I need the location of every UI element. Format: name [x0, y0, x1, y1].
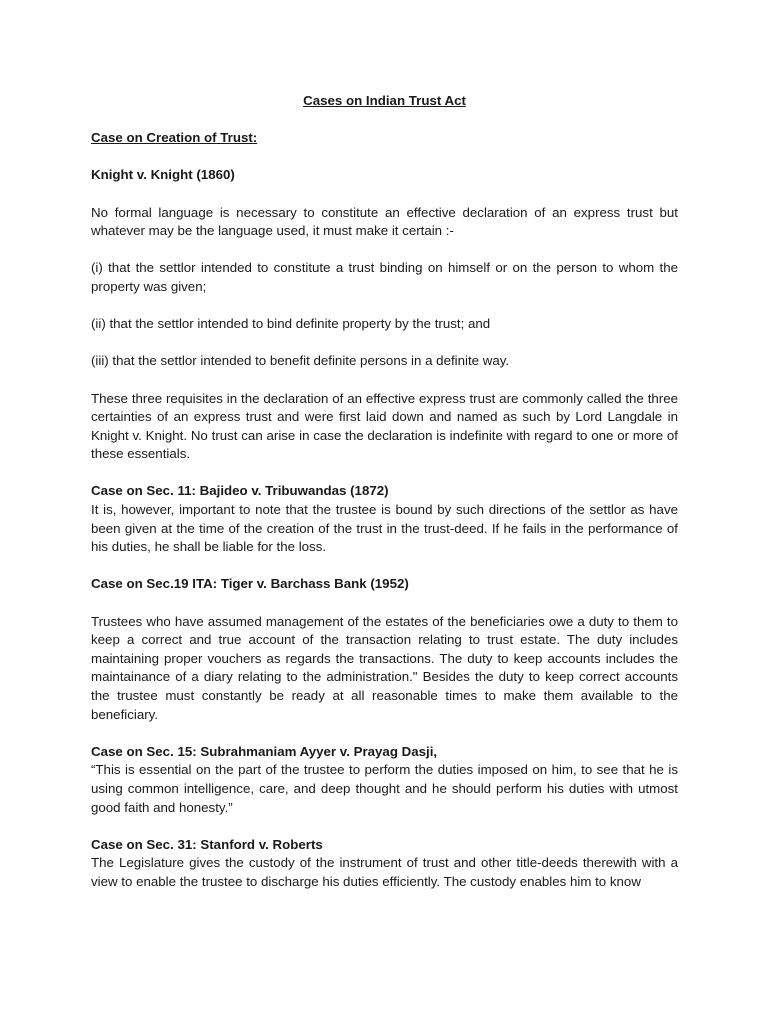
paragraph-knight-point-1: (i) that the settlor intended to constitute a trust binding on himself or on the person to whom the property was given; — [91, 260, 678, 294]
case-heading-sec19: Case on Sec.19 ITA: Tiger v. Barchass Bank (1952) — [91, 576, 409, 592]
paragraph-knight-point-3: (iii) that the settlor intended to benefit definite persons in a definite way. — [91, 353, 510, 369]
paragraph-knight-summary: These three requisites in the declaration of an effective express trust are commonly called the three certainties of an express trust and were first laid down and named as such by Lord Langdale in Knight v. Knight. No trust can arise in case the declaration is indefinite with regard to one or more of these essentials. — [91, 390, 678, 462]
paragraph-sec19: Trustees who have assumed management of the estates of the beneficiaries owe a duty to them to keep a correct and true account of the transaction relating to trust estate. The duty includes maintaining proper vouchers as regards the transactions. The duty to keep accounts includes the maintainance of a diary relating to the administration." Besides the duty to keep correct accounts the trustee must constantly be ready at all reasonable times to make them available to the beneficiary. — [91, 613, 678, 722]
case-heading-knight: Knight v. Knight (1860) — [91, 167, 235, 183]
paragraph-sec31: The Legislature gives the custody of the instrument of trust and other title-deeds therewith with a view to enable the trustee to discharge his duties efficiently. The custody enables him to know — [91, 855, 678, 889]
paragraph-sec15: “This is essential on the part of the trustee to perform the duties imposed on him, to see that he is using common intelligence, care, and deep thought and he should perform his duties with utmost good faith and honesty.” — [91, 762, 678, 815]
case-heading-sec11: Case on Sec. 11: Bajideo v. Tribuwandas (1872) — [91, 483, 389, 499]
section-heading: Case on Creation of Trust: — [91, 130, 258, 146]
case-heading-sec15: Case on Sec. 15: Subrahmaniam Ayyer v. Prayag Dasji, — [91, 743, 438, 759]
document-title: Cases on Indian Trust Act — [303, 93, 466, 108]
case-heading-sec31: Case on Sec. 31: Stanford v. Roberts — [91, 836, 323, 852]
paragraph-knight-intro: No formal language is necessary to constitute an effective declaration of an express trust but whatever may be the language used, it must make it certain :- — [91, 204, 678, 239]
paragraph-knight-point-2: (ii) that the settlor intended to bind definite property by the trust; and — [91, 316, 491, 332]
paragraph-sec11: It is, however, important to note that the trustee is bound by such directions of the settlor as have been given at the time of the creation of the trust in the trust-deed. If he fails in the performance of his duties, he shall be liable for the loss. — [91, 502, 678, 555]
